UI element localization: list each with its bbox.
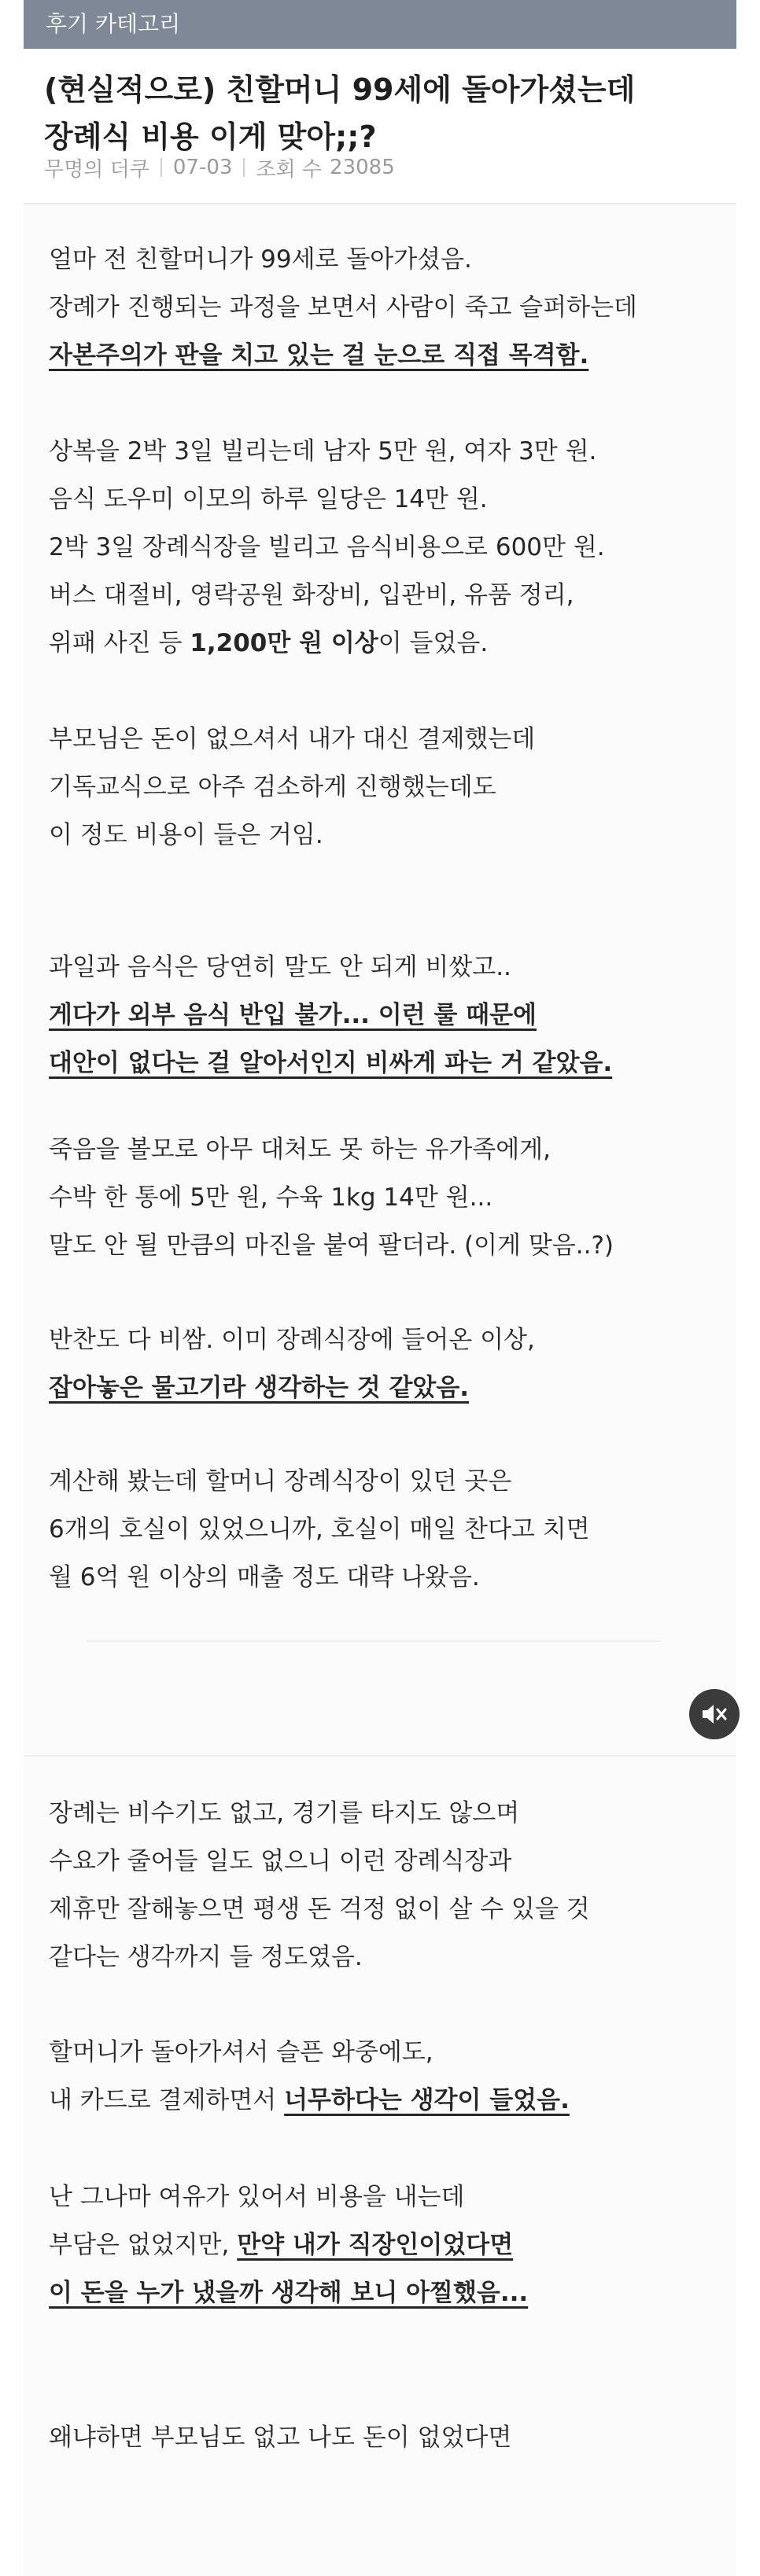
- emphasis-line: 이 돈을 누가 냈을까 생각해 보니 아찔했음...: [49, 2279, 529, 2307]
- text-line: 난 그나마 여유가 있어서 비용을 내는데: [49, 2183, 465, 2211]
- text-line: 계산해 봤는데 할머니 장례식장이 있던 곳은: [49, 1467, 512, 1496]
- paragraph: [49, 1126, 614, 1270]
- emphasis-line: 대안이 없다는 걸 알아서인지 비싸게 파는 거 같았음.: [49, 1049, 613, 1077]
- text-line: 6개의 호실이 있었으니까, 호실이 매일 찬다고 치면: [49, 1515, 590, 1544]
- author-name[interactable]: 무명의 더쿠: [44, 157, 149, 182]
- text-line: 왜냐하면 부모님도 없고 나도 돈이 없었다면: [49, 2423, 512, 2452]
- text-line: 이 정도 비용이 들은 거임.: [49, 821, 323, 849]
- text-line: 같다는 생각까지 들 정도였음.: [49, 1943, 363, 1971]
- text-line: 할머니가 돌아가셔서 슬픈 와중에도,: [49, 2038, 433, 2066]
- emphasis-span: 너무하다는 생각이 들었음.: [284, 2086, 570, 2114]
- text-line: 상복을 2박 3일 빌리는데 남자 5만 원, 여자 3만 원.: [49, 437, 597, 466]
- category-header[interactable]: [24, 0, 736, 49]
- text-line: 장례는 비수기도 없고, 경기를 타지도 않으며: [49, 1799, 520, 1827]
- text-line: 2박 3일 장례식장을 빌리고 음식비용으로 600만 원.: [49, 533, 605, 561]
- post-meta: [44, 154, 395, 181]
- category-label: 후기 카테고리: [46, 11, 181, 37]
- text-line: 제휴만 잘해놓으면 평생 돈 걱정 없이 살 수 있을 것: [49, 1895, 590, 1923]
- text-line: 부모님은 돈이 없으셔서 내가 대신 결제했는데: [49, 725, 536, 753]
- paragraph: [49, 2029, 570, 2125]
- speaker-muted-icon: [701, 1702, 728, 1726]
- text-span: 위패 사진 등: [49, 629, 190, 657]
- text-line: 월 6억 원 이상의 매출 정도 대략 나왔음.: [49, 1563, 480, 1592]
- text-line: 반찬도 다 비쌈. 이미 장례식장에 들어온 이상,: [49, 1326, 535, 1354]
- paragraph: [49, 428, 605, 668]
- paragraph: [49, 236, 637, 380]
- post-title-line-1: (현실적으로) 친할머니 99세에 돌아가셨는데: [44, 72, 636, 107]
- divider: [378, 1640, 661, 1642]
- text-line: 죽음을 볼모로 아무 대처도 못 하는 유가족에게,: [49, 1135, 551, 1164]
- paragraph: [49, 2414, 511, 2462]
- paragraph: [49, 2173, 528, 2317]
- post-title: [44, 66, 721, 160]
- text-line: 버스 대절비, 영락공원 화장비, 입관비, 유품 정리,: [49, 581, 574, 609]
- views-label: 조회 수: [256, 157, 323, 182]
- text-line: 말도 안 될 만큼의 마진을 붙여 팔더라. (이게 맞음..?): [49, 1231, 614, 1260]
- post-title-line-2: 장례식 비용 이게 맞아;;?: [44, 120, 377, 154]
- post-date: 07-03: [172, 156, 233, 179]
- text-line: [49, 2077, 570, 2125]
- emphasis-line: 자본주의가 판을 치고 있는 걸 눈으로 직접 목격함.: [49, 341, 589, 370]
- meta-divider: [243, 158, 245, 177]
- text-line: 얼마 전 친할머니가 99세로 돌아가셨음.: [49, 245, 472, 274]
- paragraph: [49, 1316, 535, 1412]
- text-span: 내 카드로 결제하면서: [49, 2086, 285, 2114]
- paragraph: [49, 1790, 590, 1982]
- text-span: 이 들었음.: [378, 629, 489, 657]
- paragraph: [49, 1458, 590, 1602]
- text-line: [49, 2221, 528, 2269]
- text-line: 음식 도우미 이모의 하루 일당은 14만 원.: [49, 485, 488, 513]
- emphasis-span: 만약 내가 직장인이었다면: [237, 2231, 514, 2259]
- divider: [24, 1755, 736, 1757]
- text-line: 과일과 음식은 당연히 말도 안 되게 비쌌고..: [49, 953, 511, 981]
- text-span: 부담은 없었지만,: [49, 2231, 238, 2259]
- paragraph: [49, 944, 612, 1087]
- text-line: 장례가 진행되는 과정을 보면서 사람이 죽고 슬퍼하는데: [49, 293, 637, 322]
- meta-divider: [160, 158, 162, 177]
- views-count: 23085: [330, 156, 395, 179]
- text-line: 수박 한 통에 5만 원, 수육 1kg 14만 원...: [49, 1183, 493, 1212]
- text-line: [49, 620, 605, 668]
- emphasis-amount: 1,200만 원 이상: [190, 629, 378, 657]
- emphasis-line: 게다가 외부 음식 반입 불가... 이런 룰 때문에: [49, 1001, 537, 1029]
- emphasis-line: 잡아놓은 물고기라 생각하는 것 같았음.: [49, 1374, 470, 1402]
- paragraph: [49, 716, 535, 859]
- divider: [87, 1640, 386, 1642]
- text-line: 수요가 줄어들 일도 없으니 이런 장례식장과: [49, 1847, 512, 1875]
- mute-button[interactable]: [689, 1689, 740, 1739]
- text-line: 기독교식으로 아주 검소하게 진행했는데도: [49, 773, 496, 801]
